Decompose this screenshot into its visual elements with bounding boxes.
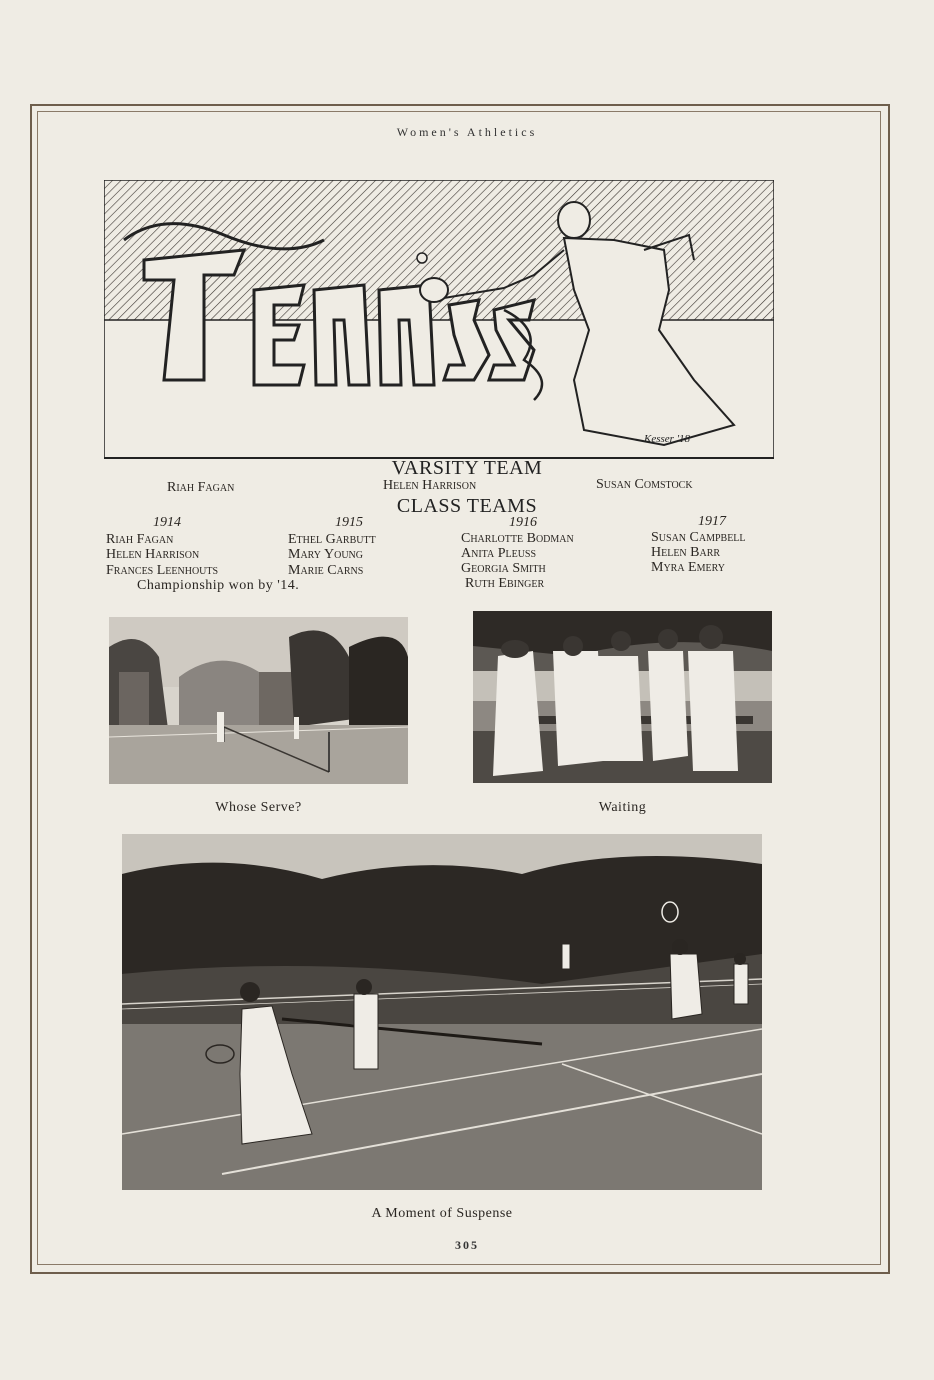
varsity-member: Susan Comstock [596,477,693,492]
class-member: Anita Pleuss [461,546,537,561]
photo-moment-of-suspense [122,834,762,1190]
class-year-1914: 1914 [153,515,181,530]
class-member: Frances Leenhouts [106,563,219,578]
varsity-member: Riah Fagan [167,480,235,495]
running-head: Women's Athletics [396,125,538,139]
class-member: Riah Fagan [106,532,174,547]
class-member: Susan Campbell [651,530,746,545]
tennis-banner-illustration [104,180,774,460]
class-member: Marie Carns [288,563,364,578]
photo-whose-serve [109,617,408,784]
svg-text:Kesser '18: Kesser '18 [644,433,691,445]
caption-whose-serve: Whose Serve? [215,800,302,815]
class-member: Helen Barr [651,545,721,560]
class-member: Helen Harrison [106,547,200,562]
class-year-1916: 1916 [509,515,537,530]
varsity-member: Helen Harrison [383,478,477,493]
page-number: 305 [455,1238,479,1252]
class-year-1915: 1915 [335,515,363,530]
caption-moment-of-suspense: A Moment of Suspense [371,1206,513,1221]
class-member: Charlotte Bodman [461,531,574,546]
class-member: Ruth Ebinger [465,576,545,591]
class-member: Ethel Garbutt [288,532,376,547]
photo-waiting [473,611,772,783]
class-teams-heading: CLASS TEAMS [396,495,538,517]
class-member: Myra Emery [651,560,725,575]
caption-waiting: Waiting [598,800,647,815]
class-member: Mary Young [288,547,363,562]
championship-note: Championship won by '14. [137,578,300,593]
varsity-heading: VARSITY TEAM [391,457,543,479]
class-member: Georgia Smith [461,561,546,576]
class-year-1917: 1917 [698,514,726,529]
